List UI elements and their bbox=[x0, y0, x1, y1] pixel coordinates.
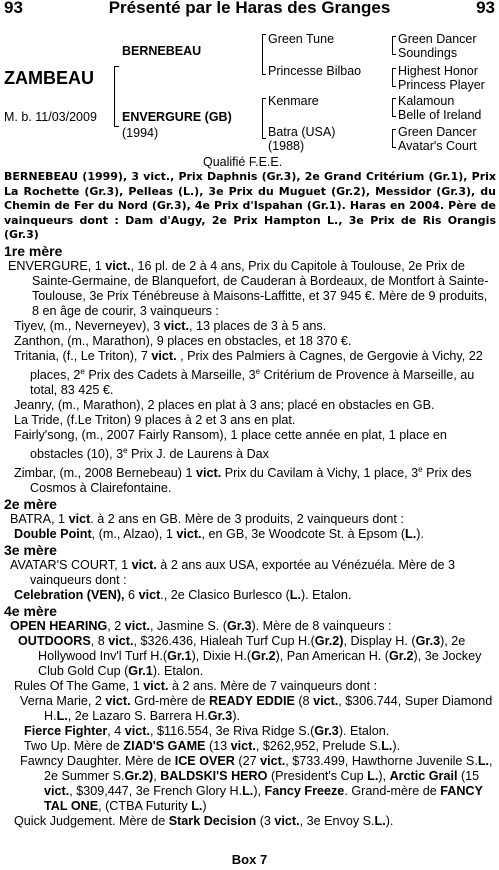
entry: Two Up. Mère de ZIAD'S GAME (13 vict., $262,952, Prelude S.L.). bbox=[24, 739, 401, 754]
entry: Rules Of The Game, 1 vict. à 2 ans. Mère de 7 vainqueurs dont : bbox=[14, 679, 378, 694]
gg-2: Soundings bbox=[398, 46, 458, 60]
entry: Quick Judgement. Mère de Stark Decision (3 vict., 3e Envoy S.L.). bbox=[14, 814, 394, 829]
page-title: Présenté par le Haras des Granges bbox=[108, 0, 391, 17]
qualification: Qualifié F.E.E. bbox=[203, 155, 283, 169]
entry: Zimbar, (m., 2008 Bernebeau) 1 vict. Prix du Cavilam à Vichy, 1 place, 3e Prix des Cosmos à Clairefontaine. bbox=[14, 464, 472, 496]
entry: Double Point, (m., Alzao), 1 vict., en GB, 3e Woodcote St. à Epsom (L.). bbox=[14, 527, 424, 542]
entry: AVATAR'S COURT, 1 vict. à 2 ans aux USA, exportée au Vénézuéla. Mère de 3 vainqueurs dont : bbox=[10, 558, 456, 588]
grandsire-1: Green Tune bbox=[268, 32, 335, 46]
gg-4: Princess Player bbox=[398, 78, 485, 92]
entry: Celebration (VEN), 6 vict., 2e Clasico Burlesco (L.). Etalon. bbox=[14, 588, 352, 603]
granddam-2: Batra (USA) bbox=[268, 125, 336, 139]
section-3e-mere: 3e mère bbox=[4, 542, 57, 559]
dam-name: ENVERGURE (GB) bbox=[122, 110, 232, 124]
entry: BATRA, 1 vict. à 2 ans en GB. Mère de 3 produits, 2 vainqueurs dont : bbox=[10, 512, 404, 527]
entry: Fawncy Daughter. Mère de ICE OVER (27 vict., $733.499, Hawthorne Juvenile S.L., 2e Summer S.Gr.2), BALDSKI'S HERO (President's Cup L.), Arctic Grail (15 vict., $309,447, 3e French Glory H.L.), Fancy Freeze. Grand-mère de FANCY TAL ONE, (CTBA Futurity L.) bbox=[20, 754, 493, 814]
entry: Tiyev, (m., Neverneyev), 3 vict., 13 places de 3 à 5 ans. bbox=[14, 318, 327, 333]
horse-name: ZAMBEAU bbox=[4, 68, 94, 88]
granddam-1: Princesse Bilbao bbox=[268, 64, 362, 78]
page-number-left: 93 bbox=[4, 0, 23, 17]
gg-3: Highest Honor bbox=[398, 64, 478, 78]
entry: Zanthon, (m., Marathon), 9 places en obstacles, et 18 370 €. bbox=[14, 333, 352, 348]
entry: La Tride, (f.Le Triton) 9 places à 2 et 3 ans en plat. bbox=[14, 412, 296, 427]
horse-info: M. b. 11/03/2009 bbox=[4, 110, 97, 124]
entry: Fierce Fighter, 4 vict., $116.554, 3e Riva Ridge S.(Gr.3). Etalon. bbox=[24, 724, 390, 739]
sire-name: BERNEBEAU bbox=[122, 44, 202, 58]
gg-1: Green Dancer bbox=[398, 32, 477, 46]
entry: Jeanry, (m., Marathon), 2 places en plat à 3 ans; placé en obstacles en GB. bbox=[14, 397, 435, 412]
grandsire-2: Kenmare bbox=[268, 94, 319, 108]
gg-6: Belle of Ireland bbox=[398, 108, 482, 122]
box-number: Box 7 bbox=[231, 852, 268, 867]
gg-5: Kalamoun bbox=[398, 94, 455, 108]
gg-7: Green Dancer bbox=[398, 125, 477, 139]
document-body bbox=[4, 170, 496, 829]
granddam-2-year: (1988) bbox=[268, 139, 305, 153]
entry: Fairly'song, (m., 2007 Fairly Ransom), 1 place cette année en plat, 1 place en obstacles (10), 3e Prix J. de Laurens à Dax bbox=[14, 427, 447, 461]
page-number-right: 93 bbox=[476, 0, 495, 17]
entry: Tritania, (f., Le Triton), 7 vict. , Prix des Palmiers à Cagnes, de Gergovie à Vichy, 22 places, 2e Prix des Cadets à Marseille, 3e Critérium de Provence à Marseille, au total, 83 425 €. bbox=[14, 348, 483, 397]
entry: ENVERGURE, 1 vict., 16 pl. de 2 à 4 ans, Prix du Capitole à Toulouse, 2e Prix de Sainte-Germaine, de Blanquefort, de Cauderan à Bordeaux, de Montfort à Sainte-Toulouse, 3e Prix Ténébreuse à Maisons-Laffitte, et 37 945 €. Mère de 9 produits, 8 en âge de courir, 3 vainqueurs : bbox=[8, 258, 489, 318]
section-2e-mere: 2e mère bbox=[4, 496, 57, 513]
entry: OUTDOORS, 8 vict., $326.436, Hialeah Turf Cup H.(Gr.2), Display H. (Gr.3), 2e Hollywood Inv'l Turf H.(Gr.1), Dixie H.(Gr.2), Pan American H. (Gr.2), 3e Jockey Club Gold Cup (Gr.1). Etalon. bbox=[18, 634, 482, 679]
section-4e-mere: 4e mère bbox=[4, 603, 57, 620]
sire-intro: BERNEBEAU (1999), 3 vict., Prix Daphnis (Gr.3), 2e Grand Critérium (Gr.1), Prix La Rochette (Gr.3), Pelleas (L.), 3e Prix du Muguet (Gr.2), Messidor (Gr.3), du Chemin de Fer du Nord (Gr.3), 4e Prix d'Ispahan (Gr.1). Haras en 2004. Père de vainqueurs dont : Dam d'Augy, 2e Prix Hampton L., 3e Prix de Ris Orangis (Gr.3) bbox=[4, 170, 496, 241]
entry: Verna Marie, 2 vict. Grd-mère de READY EDDIE (8 vict., $306.744, Super Diamond H.L., 2e Lazaro S. Barrera H.Gr.3). bbox=[20, 694, 493, 724]
dam-year: (1994) bbox=[122, 126, 159, 140]
entry: OPEN HEARING, 2 vict., Jasmine S. (Gr.3). Mère de 8 vainqueurs : bbox=[10, 619, 392, 634]
gg-8: Avatar's Court bbox=[398, 139, 477, 153]
section-1re-mere: 1re mère bbox=[4, 242, 63, 259]
